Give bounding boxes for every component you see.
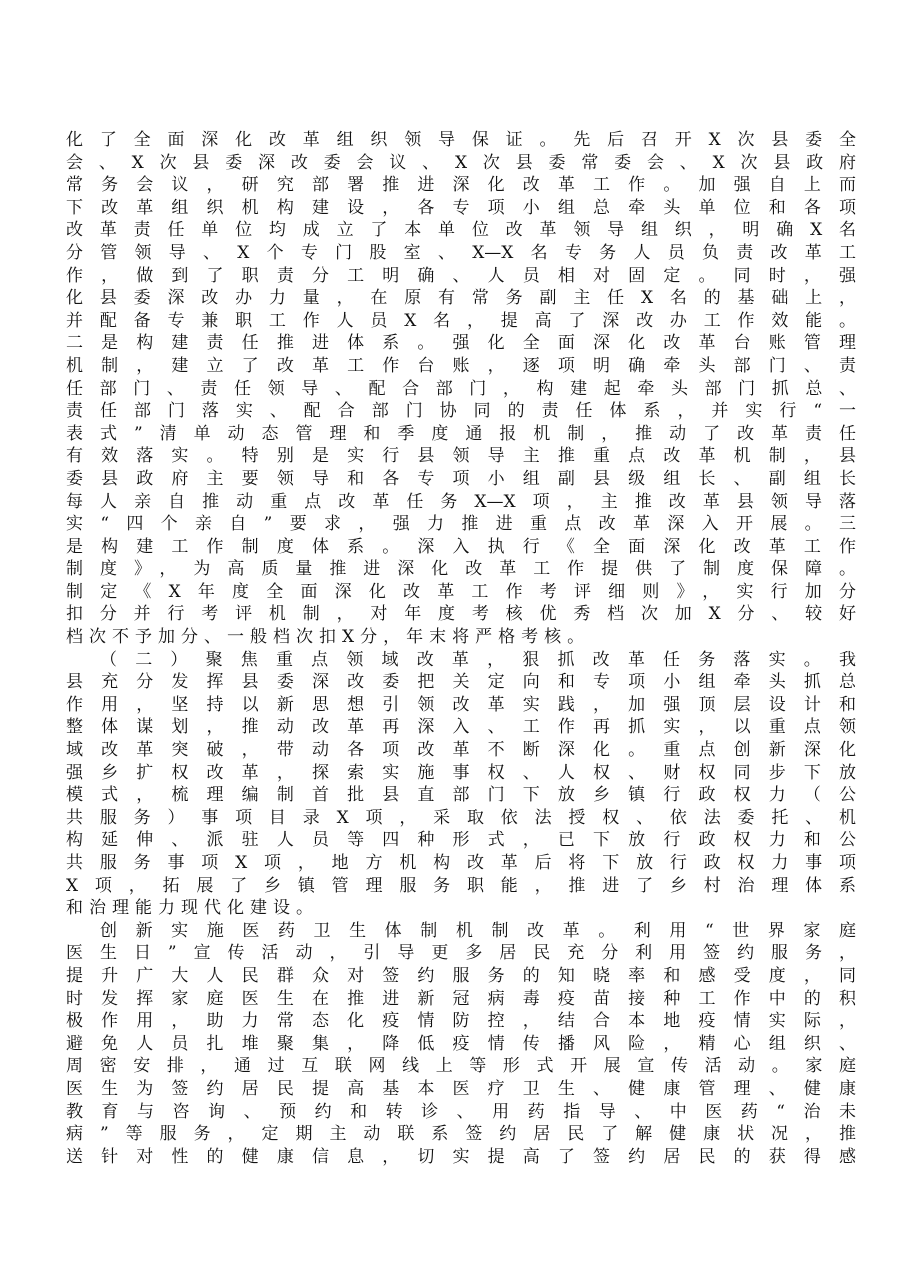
text-line: 制度》，为高质量推进深化改革工作提供了制度保障。 <box>66 559 856 580</box>
text-line: 下改革组织机构建设，各专项小组总牵头单位和各项 <box>66 197 856 218</box>
text-line: X项，拓展了乡镇管理服务职能，推进了乡村治理体系 <box>66 875 856 896</box>
text-line: 极作用，助力常态化疫情防控，结合本地疫情实际， <box>66 1011 856 1032</box>
text-line: 县充分发挥县委深改委把关定向和专项小组牵头抓总 <box>66 672 856 693</box>
text-line: 模式，梳理编制首批县直部门下放乡镇行政权力（公 <box>66 785 856 806</box>
text-line: 送针对性的健康信息，切实提高了签约居民的获得感 <box>66 1146 856 1167</box>
paragraph-end-line: 和治理能力现代化建设。 <box>66 898 319 919</box>
text-line: 化了全面深化改革组织领导保证。先后召开X次县委全 <box>66 130 856 150</box>
text-line: 常务会议，研究部署推进深化改革工作。加强自上而 <box>66 175 856 196</box>
text-line: 扣分并行考评机制，对年度考核优秀档次加X分、较好 <box>66 604 856 625</box>
text-line: 化县委深改办力量，在原有常务副主任X名的基础上， <box>66 288 856 309</box>
section-heading-line: （二）聚焦重点领域改革，狠抓改革任务落实。我 <box>100 649 856 670</box>
text-line: 改革责任单位均成立了本单位改革领导组织，明确X名 <box>66 220 856 241</box>
text-line: 教育与咨询、预约和转诊、用药指导、中医药“治未 <box>66 1101 856 1122</box>
text-line: 整体谋划，推动改革再深入、工作再抓实，以重点领 <box>66 717 856 738</box>
text-line: 二是构建责任推进体系。强化全面深化改革台账管理 <box>66 333 856 354</box>
text-line: 委县政府主要领导和各专项小组副县级组长、副组长 <box>66 468 856 489</box>
text-line: 作用，坚持以新思想引领改革实践，加强顶层设计和 <box>66 694 856 715</box>
body-text <box>66 129 856 1168</box>
text-line: 是构建工作制度体系。深入执行《全面深化改革工作 <box>66 536 856 557</box>
text-line: 有效落实。特别是实行县领导主推重点改革机制，县 <box>66 446 856 467</box>
text-line: 共服务事项X项，地方机构改革后将下放行政权力事项 <box>66 853 856 873</box>
text-line: 医生为签约居民提高基本医疗卫生、健康管理、健康 <box>66 1078 856 1099</box>
text-line: 制定《X年度全面深化改革工作考评细则》，实行加分 <box>66 581 856 602</box>
text-line: 强乡扩权改革，探索实施事权、人权、财权同步下放 <box>66 762 856 783</box>
text-line: 会、X次县委深改委会议、X次县委常委会、X次县政府 <box>66 152 856 173</box>
text-line: 提升广大人民群众对签约服务的知晓率和感受度，同 <box>66 965 856 986</box>
text-line: 实“四个亲自”要求，强力推进重点改革深入开展。三 <box>66 514 856 535</box>
text-line: 作，做到了职责分工明确、人员相对固定。同时，强 <box>66 265 856 286</box>
text-line: 并配备专兼职工作人员X名，提高了深改办工作效能。 <box>66 310 856 331</box>
text-line: 时发挥家庭医生在推进新冠病毒疫苗接种工作中的积 <box>66 988 856 1009</box>
text-line: 表式”清单动态管理和季度通报机制，推动了改革责任 <box>66 423 856 444</box>
text-line: 病”等服务，定期主动联系签约居民了解健康状况，推 <box>66 1124 856 1145</box>
text-line: 任部门、责任领导、配合部门，构建起牵头部门抓总、 <box>66 378 856 399</box>
text-line: 机制，建立了改革工作台账，逐项明确牵头部门、责 <box>66 355 856 376</box>
text-line: 周密安排，通过互联网线上等形式开展宣传活动。家庭 <box>66 1056 856 1077</box>
text-line: 分管领导、X个专门股室、X—X名专务人员负责改革工 <box>66 242 856 263</box>
paragraph-end-line: 档次不予加分、一般档次扣X分，年末将严格考核。 <box>66 627 591 648</box>
text-line: 共服务）事项目录X项，采取依法授权、依法委托、机 <box>66 807 856 828</box>
text-line: 医生日”宣传活动，引导更多居民充分利用签约服务， <box>66 943 856 964</box>
text-line: 域改革突破，带动各项改革不断深化。重点创新深化 <box>66 740 856 761</box>
text-line: 每人亲自推动重点改革任务X—X项，主推改革县领导落 <box>66 491 856 512</box>
text-line: 避免人员扎堆聚集，降低疫情传播风险，精心组织、 <box>66 1033 856 1054</box>
text-line: 构延伸、派驻人员等四种形式，已下放行政权力和公 <box>66 830 856 851</box>
text-line: 责任部门落实、配合部门协同的责任体系，并实行“一 <box>66 401 856 422</box>
paragraph-start-line: 创新实施医药卫生体制机制改革。利用“世界家庭 <box>100 920 856 941</box>
